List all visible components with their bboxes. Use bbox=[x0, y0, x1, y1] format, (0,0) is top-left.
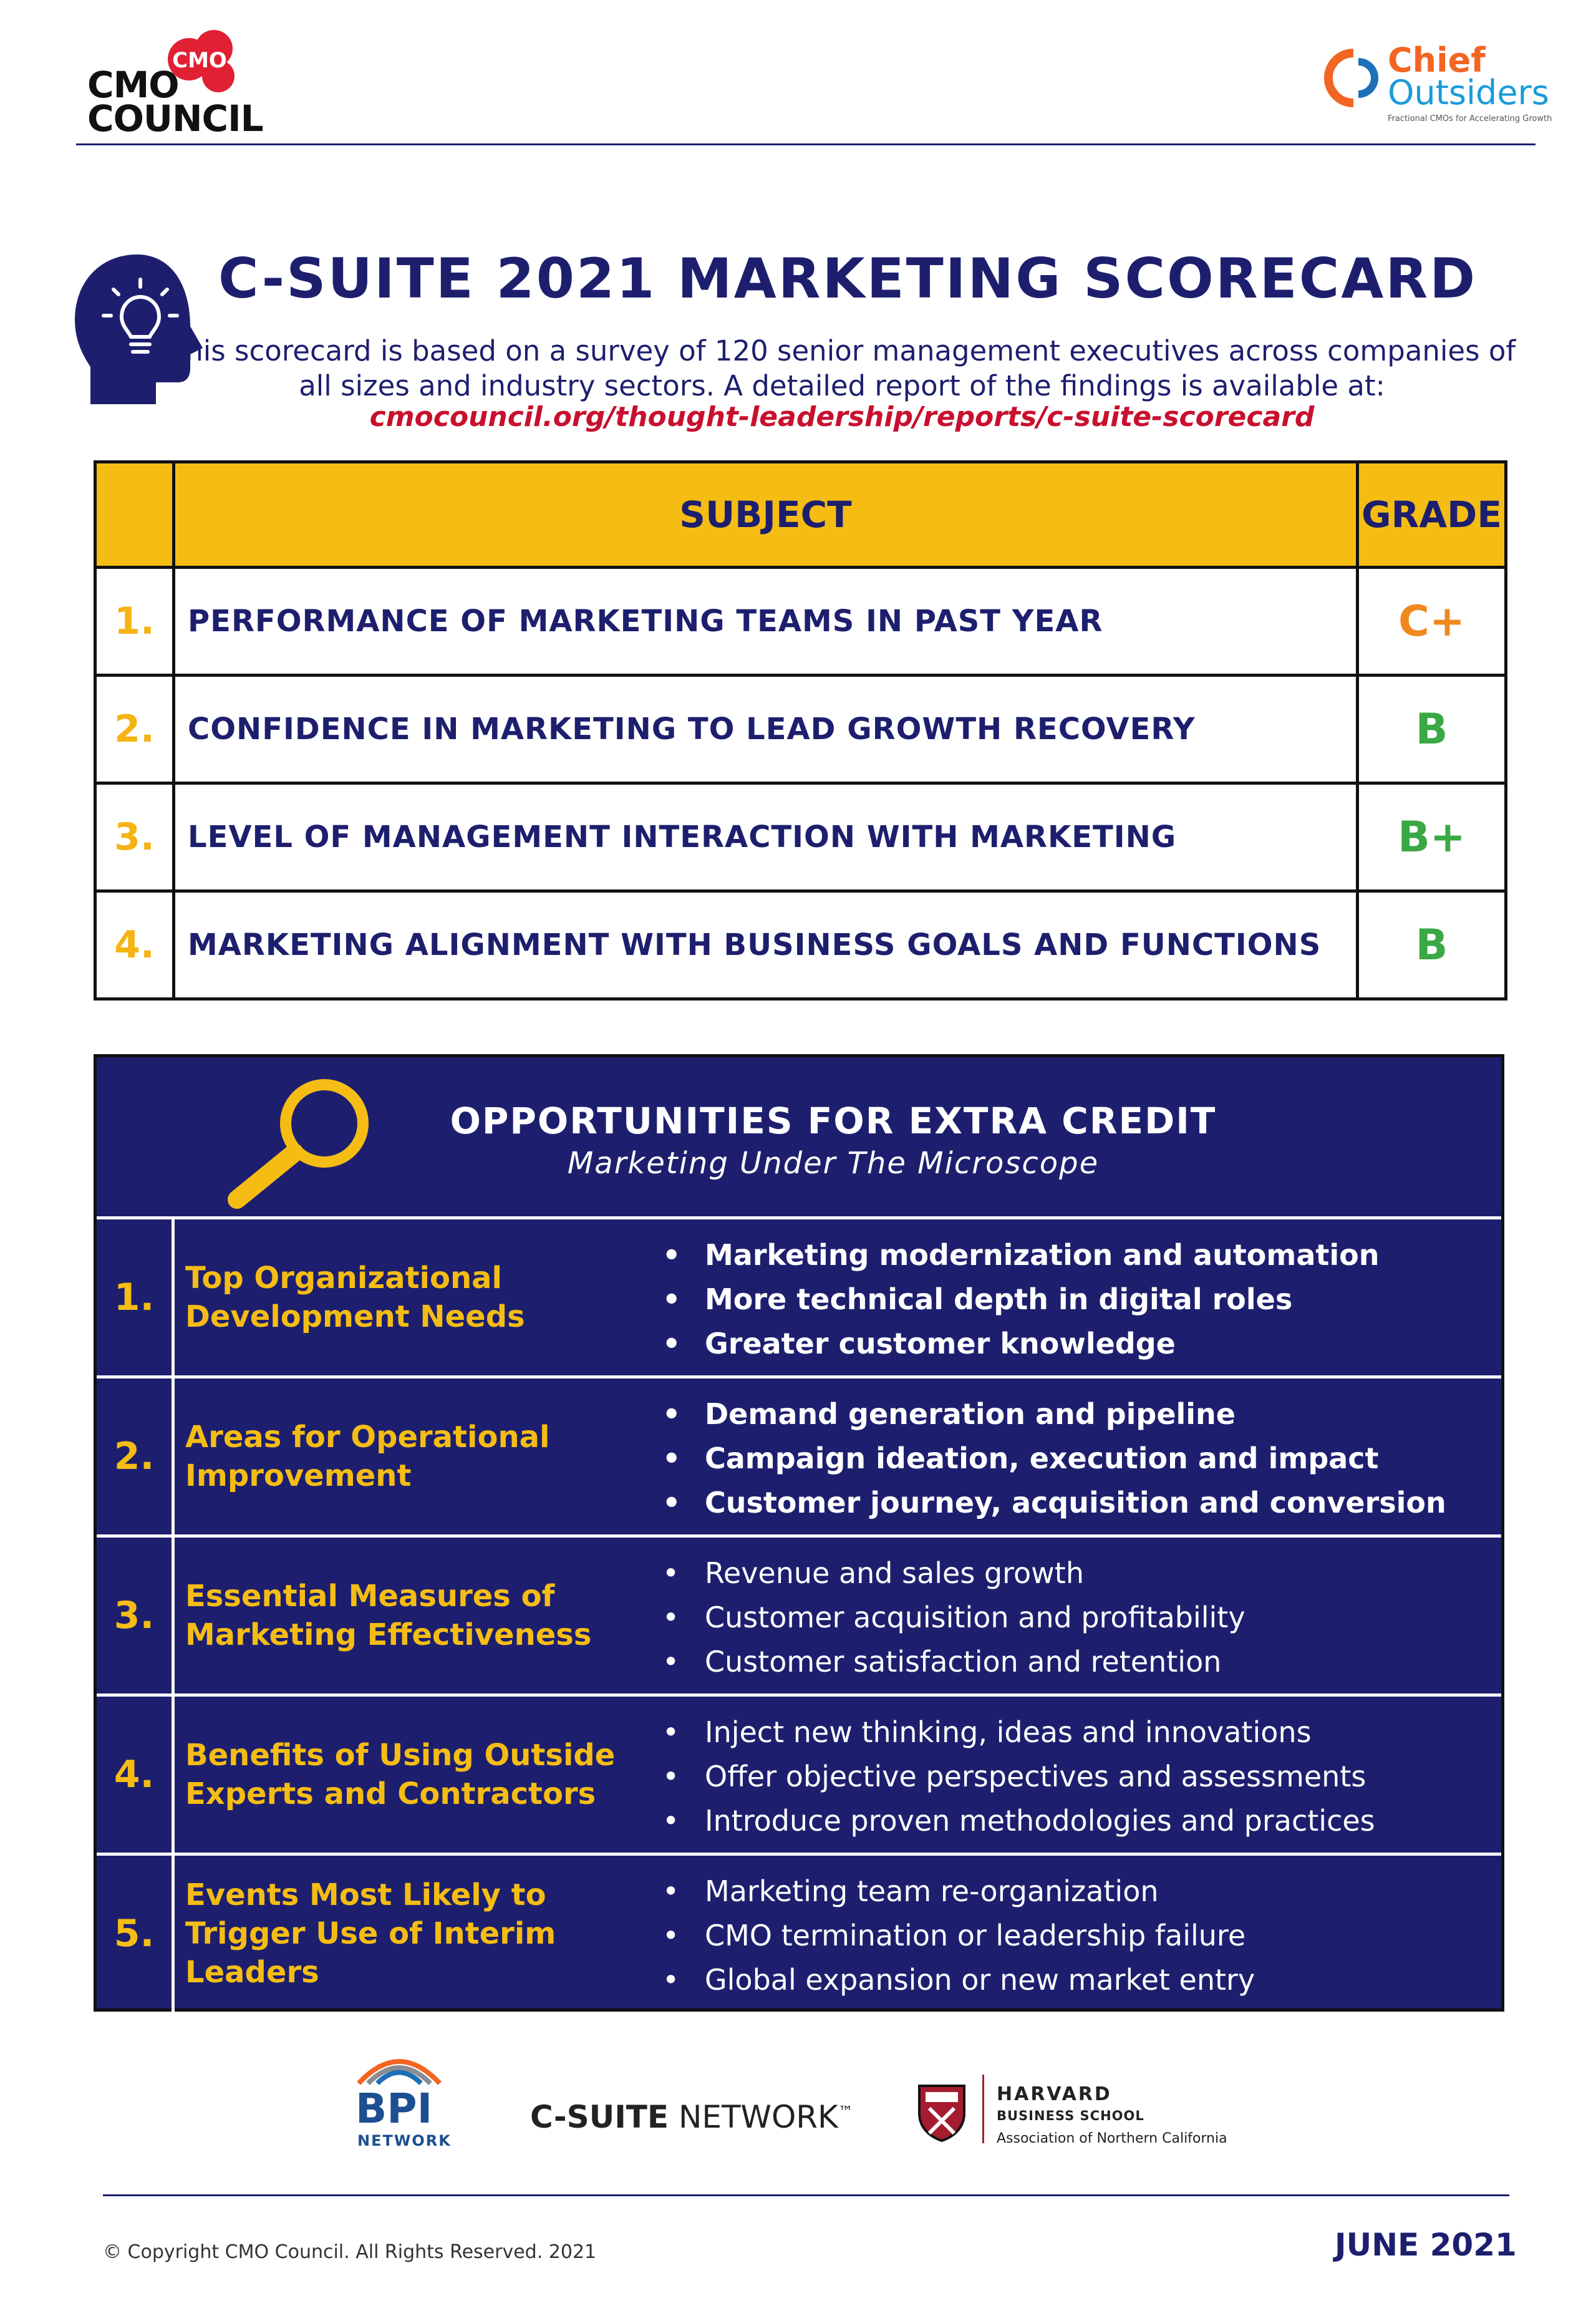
row-grade: C+ bbox=[1358, 568, 1506, 676]
scorecard-row bbox=[95, 783, 1506, 891]
row-number: 3. bbox=[95, 783, 174, 891]
extra-credit-row bbox=[97, 1853, 1501, 2012]
row-subject: PERFORMANCE OF MARKETING TEAMS IN PAST YEAR bbox=[174, 568, 1358, 676]
csuite-network-logo bbox=[530, 2099, 853, 2135]
extra-credit-row bbox=[97, 1693, 1501, 1853]
row-grade: B+ bbox=[1358, 783, 1506, 891]
list-item: • Marketing modernization and automation bbox=[655, 1233, 1380, 1277]
row-divider bbox=[172, 1697, 175, 1853]
list-item: • Campaign ideation, execution and impact bbox=[655, 1437, 1446, 1481]
list-item: • Global expansion or new market entry bbox=[655, 1958, 1255, 2002]
page-title: C-SUITE 2021 MARKETING SCORECARD bbox=[218, 246, 1478, 311]
header-divider bbox=[76, 143, 1536, 145]
extra-credit-topic: Benefits of Using Outside Experts and Contractors bbox=[185, 1738, 616, 1811]
extra-credit-subtitle: Marketing Under The Microscope bbox=[567, 1146, 1100, 1181]
hbs-logo-line2: BUSINESS SCHOOL bbox=[997, 2108, 1144, 2123]
row-divider bbox=[172, 1856, 175, 2012]
csuite-logo-tm: ™ bbox=[838, 2103, 853, 2121]
list-item: • Customer satisfaction and retention bbox=[655, 1640, 1245, 1684]
row-divider bbox=[172, 1219, 175, 1375]
hbs-logo-line1: HARVARD bbox=[997, 2083, 1112, 2105]
extra-credit-bullets bbox=[655, 1233, 1380, 1366]
footer-divider bbox=[103, 2194, 1509, 2196]
extra-credit-row bbox=[97, 1375, 1501, 1534]
extra-credit-topic: Areas for Operational Improvement bbox=[185, 1420, 550, 1493]
row-subject: LEVEL OF MANAGEMENT INTERACTION WITH MARKETING bbox=[174, 783, 1358, 891]
list-item: • Marketing team re-organization bbox=[655, 1869, 1255, 1914]
extra-credit-number: 5. bbox=[114, 1912, 155, 1955]
bpi-logo-subtext: NETWORK bbox=[357, 2132, 452, 2149]
extra-credit-topic: Essential Measures of Marketing Effectiveness bbox=[185, 1579, 592, 1652]
scorecard-row bbox=[95, 676, 1506, 783]
row-subject: MARKETING ALIGNMENT WITH BUSINESS GOALS AND FUNCTIONS bbox=[174, 891, 1358, 999]
intro-text: This scorecard is based on a survey of 120 senior management executives across companies of all sizes and industry sectors. A detailed report of the findings is available at: bbox=[168, 334, 1516, 402]
extra-credit-row bbox=[97, 1216, 1501, 1375]
row-number: 1. bbox=[95, 568, 174, 676]
svg-text:CMO: CMO bbox=[172, 48, 227, 73]
csuite-logo-rest: NETWORK bbox=[669, 2099, 838, 2135]
extra-credit-topic: Top Organizational Development Needs bbox=[185, 1261, 525, 1334]
chief-logo-tagline: Fractional CMOs for Accelerating Growth bbox=[1388, 114, 1552, 124]
extra-credit-bullets bbox=[655, 1392, 1446, 1525]
list-item: • Customer acquisition and profitability bbox=[655, 1596, 1245, 1640]
list-item: • CMO termination or leadership failure bbox=[655, 1914, 1255, 1958]
row-subject: CONFIDENCE IN MARKETING TO LEAD GROWTH RECOVERY bbox=[174, 676, 1358, 783]
copyright-text: © Copyright CMO Council. All Rights Reserved. 2021 bbox=[103, 2241, 597, 2263]
list-item: • Inject new thinking, ideas and innovations bbox=[655, 1710, 1375, 1755]
extra-credit-row bbox=[97, 1534, 1501, 1693]
extra-credit-number: 2. bbox=[114, 1435, 155, 1478]
header-subject: SUBJECT bbox=[174, 462, 1358, 568]
row-divider bbox=[172, 1378, 175, 1534]
extra-credit-bullets bbox=[655, 1869, 1255, 2002]
header-number-cell bbox=[95, 462, 174, 568]
bpi-network-logo bbox=[352, 2046, 452, 2152]
chief-logo-line2: Outsiders bbox=[1388, 73, 1549, 112]
list-item: • Offer objective perspectives and assessments bbox=[655, 1755, 1375, 1799]
extra-credit-number: 3. bbox=[114, 1594, 155, 1637]
publication-date: JUNE 2021 bbox=[1335, 2227, 1517, 2263]
row-grade: B bbox=[1358, 676, 1506, 783]
row-number: 2. bbox=[95, 676, 174, 783]
list-item: • Customer journey, acquisition and conversion bbox=[655, 1481, 1446, 1525]
scorecard-row bbox=[95, 568, 1506, 676]
hbs-divider bbox=[982, 2075, 984, 2143]
cmo-logo-line2: COUNCIL bbox=[87, 97, 263, 140]
row-grade: B bbox=[1358, 891, 1506, 999]
extra-credit-title: OPPORTUNITIES FOR EXTRA CREDIT bbox=[450, 1100, 1217, 1142]
harvard-business-school-logo bbox=[917, 2071, 1266, 2164]
list-item: • Introduce proven methodologies and practices bbox=[655, 1799, 1375, 1843]
scorecard-row bbox=[95, 891, 1506, 999]
extra-credit-bullets bbox=[655, 1710, 1375, 1843]
report-link[interactable]: cmocouncil.org/thought-leadership/reports/c-suite-scorecard bbox=[369, 401, 1315, 433]
row-divider bbox=[172, 1538, 175, 1693]
bpi-logo-text: BPI bbox=[355, 2085, 433, 2133]
chief-outsiders-logo bbox=[1322, 41, 1552, 128]
cmo-council-logo bbox=[87, 19, 263, 140]
extra-credit-bullets bbox=[655, 1551, 1245, 1684]
list-item: • Demand generation and pipeline bbox=[655, 1392, 1446, 1437]
harvard-shield-icon bbox=[917, 2083, 967, 2143]
chief-outsiders-mark-icon bbox=[1322, 48, 1378, 107]
chief-logo-line1: Chief bbox=[1388, 41, 1486, 80]
extra-credit-topic: Events Most Likely to Trigger Use of Interim Leaders bbox=[185, 1878, 556, 1990]
bpi-arches-icon bbox=[352, 2046, 446, 2090]
row-number: 4. bbox=[95, 891, 174, 999]
scorecard-header-row bbox=[95, 462, 1506, 568]
list-item: • More technical depth in digital roles bbox=[655, 1277, 1380, 1322]
list-item: • Greater customer knowledge bbox=[655, 1322, 1380, 1366]
extra-credit-number: 4. bbox=[114, 1753, 155, 1796]
list-item: • Revenue and sales growth bbox=[655, 1551, 1245, 1596]
header-grade: GRADE bbox=[1358, 462, 1506, 568]
hbs-logo-line3: Association of Northern California bbox=[997, 2131, 1227, 2146]
extra-credit-panel bbox=[94, 1054, 1504, 2012]
cmo-logo-line1: CMO bbox=[87, 64, 179, 106]
extra-credit-number: 1. bbox=[114, 1276, 155, 1319]
scorecard-table bbox=[94, 460, 1507, 1001]
csuite-logo-bold: C-SUITE bbox=[530, 2099, 669, 2135]
